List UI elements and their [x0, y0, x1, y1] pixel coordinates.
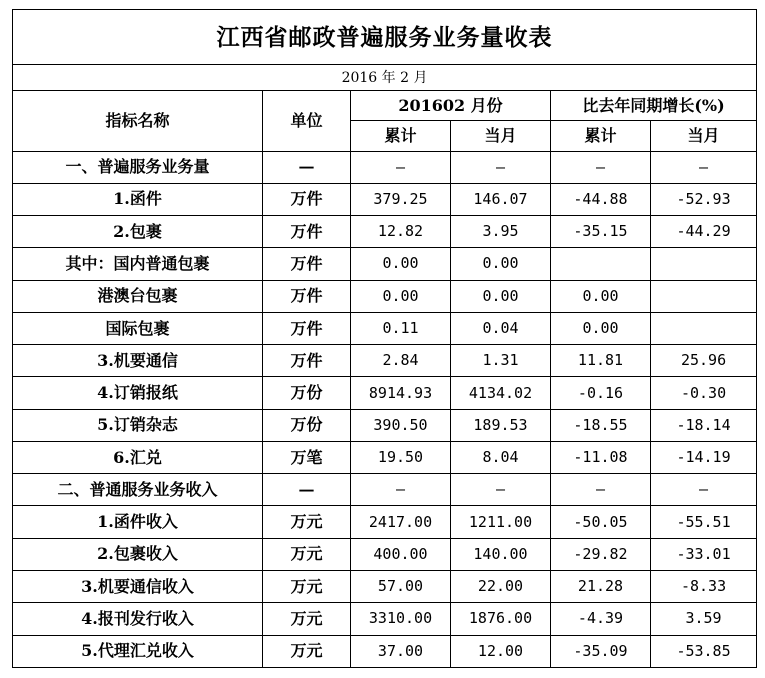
indicator-cell: 国际包裹 [13, 312, 263, 344]
growth-current-month-cell [651, 248, 757, 280]
current-month-cell: — [451, 151, 551, 183]
growth-cumulative-cell [551, 248, 651, 280]
header-indicator: 指标名称 [13, 91, 263, 151]
table-row [13, 216, 757, 248]
table-row [13, 635, 757, 667]
growth-cumulative-cell: -44.88 [551, 183, 651, 215]
unit-cell: 万件 [263, 312, 351, 344]
current-month-cell: 0.00 [451, 248, 551, 280]
table-row [13, 248, 757, 280]
unit-cell: 万件 [263, 183, 351, 215]
cumulative-cell: 37.00 [351, 635, 451, 667]
cumulative-cell: 12.82 [351, 216, 451, 248]
table-row [13, 377, 757, 409]
indicator-cell: 港澳台包裹 [13, 280, 263, 312]
growth-current-month-cell: 25.96 [651, 345, 757, 377]
table-row [13, 441, 757, 473]
indicator-cell: 3.机要通信收入 [13, 571, 263, 603]
cumulative-cell: 0.11 [351, 312, 451, 344]
growth-current-month-cell: — [651, 474, 757, 506]
growth-current-month-cell [651, 280, 757, 312]
table-row [13, 151, 757, 183]
header-current-month: 当月 [451, 121, 551, 151]
cumulative-cell: 379.25 [351, 183, 451, 215]
table-row [13, 312, 757, 344]
current-month-cell: 3.95 [451, 216, 551, 248]
current-month-cell: 146.07 [451, 183, 551, 215]
indicator-cell: 5.订销杂志 [13, 409, 263, 441]
growth-cumulative-cell: -29.82 [551, 538, 651, 570]
indicator-cell: 5.代理汇兑收入 [13, 635, 263, 667]
cumulative-cell: 0.00 [351, 280, 451, 312]
table-row [13, 603, 757, 635]
table-row [13, 538, 757, 570]
unit-cell: 万元 [263, 506, 351, 538]
table-row [13, 183, 757, 215]
table-row [13, 345, 757, 377]
table-row [13, 474, 757, 506]
growth-current-month-cell: -14.19 [651, 441, 757, 473]
current-month-cell: 1.31 [451, 345, 551, 377]
header-growth: 比去年同期增长(%) [551, 91, 757, 121]
current-month-cell: 189.53 [451, 409, 551, 441]
growth-cumulative-cell: -35.09 [551, 635, 651, 667]
header-period: 201602 月份 [351, 91, 551, 121]
cumulative-cell: 57.00 [351, 571, 451, 603]
table-row [13, 506, 757, 538]
current-month-cell: 8.04 [451, 441, 551, 473]
current-month-cell: — [451, 474, 551, 506]
table-row [13, 571, 757, 603]
cumulative-cell: 0.00 [351, 248, 451, 280]
current-month-cell: 1876.00 [451, 603, 551, 635]
growth-current-month-cell: 3.59 [651, 603, 757, 635]
cumulative-cell: 390.50 [351, 409, 451, 441]
indicator-cell: 1.函件收入 [13, 506, 263, 538]
growth-current-month-cell: -0.30 [651, 377, 757, 409]
unit-cell: 万份 [263, 377, 351, 409]
growth-current-month-cell: -33.01 [651, 538, 757, 570]
unit-cell: 万元 [263, 635, 351, 667]
header-cumulative: 累计 [351, 121, 451, 151]
growth-cumulative-cell: 11.81 [551, 345, 651, 377]
unit-cell: 万笔 [263, 441, 351, 473]
growth-cumulative-cell: -11.08 [551, 441, 651, 473]
growth-cumulative-cell: 0.00 [551, 280, 651, 312]
report-period: 2016 年 2 月 [13, 65, 757, 91]
indicator-cell: 一、普遍服务业务量 [13, 151, 263, 183]
indicator-cell: 6.汇兑 [13, 441, 263, 473]
cumulative-cell: 3310.00 [351, 603, 451, 635]
growth-cumulative-cell: -35.15 [551, 216, 651, 248]
cumulative-cell: 8914.93 [351, 377, 451, 409]
growth-cumulative-cell: 21.28 [551, 571, 651, 603]
indicator-cell: 2.包裹收入 [13, 538, 263, 570]
growth-cumulative-cell: -4.39 [551, 603, 651, 635]
unit-cell: 万件 [263, 216, 351, 248]
unit-cell: 万元 [263, 571, 351, 603]
table-row [13, 280, 757, 312]
growth-current-month-cell: -44.29 [651, 216, 757, 248]
page-title: 江西省邮政普遍服务业务量收表 [13, 10, 757, 65]
current-month-cell: 12.00 [451, 635, 551, 667]
header-growth-cumulative: 累计 [551, 121, 651, 151]
indicator-cell: 4.订销报纸 [13, 377, 263, 409]
current-month-cell: 0.00 [451, 280, 551, 312]
unit-cell: 万件 [263, 345, 351, 377]
current-month-cell: 0.04 [451, 312, 551, 344]
cumulative-cell: — [351, 474, 451, 506]
indicator-cell: 其中：国内普通包裹 [13, 248, 263, 280]
cumulative-cell: 2417.00 [351, 506, 451, 538]
unit-cell: 万件 [263, 280, 351, 312]
cumulative-cell: 400.00 [351, 538, 451, 570]
growth-cumulative-cell: -0.16 [551, 377, 651, 409]
growth-cumulative-cell: — [551, 474, 651, 506]
unit-cell: — [263, 474, 351, 506]
growth-cumulative-cell: -18.55 [551, 409, 651, 441]
cumulative-cell: — [351, 151, 451, 183]
unit-cell: 万元 [263, 603, 351, 635]
growth-current-month-cell: -53.85 [651, 635, 757, 667]
indicator-cell: 二、普通服务业务收入 [13, 474, 263, 506]
growth-current-month-cell: -52.93 [651, 183, 757, 215]
cumulative-cell: 2.84 [351, 345, 451, 377]
indicator-cell: 3.机要通信 [13, 345, 263, 377]
unit-cell: 万元 [263, 538, 351, 570]
unit-cell: 万件 [263, 248, 351, 280]
growth-cumulative-cell: 0.00 [551, 312, 651, 344]
growth-current-month-cell: -18.14 [651, 409, 757, 441]
indicator-cell: 1.函件 [13, 183, 263, 215]
current-month-cell: 1211.00 [451, 506, 551, 538]
header-unit: 单位 [263, 91, 351, 151]
unit-cell: 万份 [263, 409, 351, 441]
table-row [13, 409, 757, 441]
current-month-cell: 4134.02 [451, 377, 551, 409]
growth-current-month-cell: — [651, 151, 757, 183]
growth-cumulative-cell: -50.05 [551, 506, 651, 538]
cumulative-cell: 19.50 [351, 441, 451, 473]
indicator-cell: 4.报刊发行收入 [13, 603, 263, 635]
current-month-cell: 140.00 [451, 538, 551, 570]
growth-current-month-cell [651, 312, 757, 344]
growth-current-month-cell: -55.51 [651, 506, 757, 538]
growth-current-month-cell: -8.33 [651, 571, 757, 603]
growth-cumulative-cell: — [551, 151, 651, 183]
report-table [12, 9, 757, 668]
unit-cell: — [263, 151, 351, 183]
header-growth-current-month: 当月 [651, 121, 757, 151]
indicator-cell: 2.包裹 [13, 216, 263, 248]
current-month-cell: 22.00 [451, 571, 551, 603]
